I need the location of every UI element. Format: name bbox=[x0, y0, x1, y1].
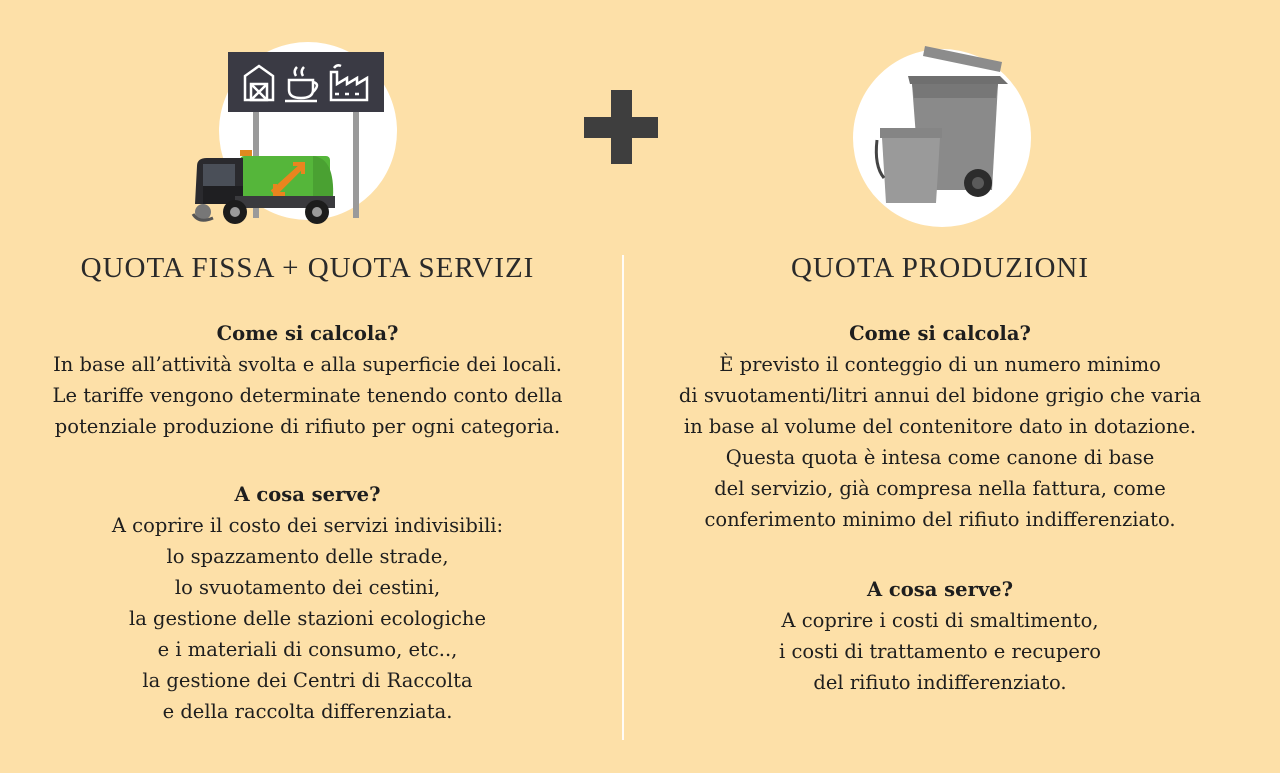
plus-icon bbox=[584, 90, 658, 164]
column-divider bbox=[622, 255, 624, 740]
waste-bins-illustration bbox=[850, 38, 1040, 228]
right-serve-line: i costi di trattamento e recupero bbox=[779, 640, 1101, 663]
left-calc-question: Come si calcola? bbox=[216, 322, 399, 345]
street-sweeper-illustration bbox=[185, 38, 415, 238]
left-serve-line: A coprire il costo dei servizi indivisibili: bbox=[111, 514, 504, 537]
right-calc-line: Questa quota è intesa come canone di base bbox=[725, 446, 1155, 469]
left-serve-line: lo spazzamento delle strade, bbox=[166, 545, 449, 568]
left-serve-line: e i materiali di consumo, etc.., bbox=[157, 638, 458, 661]
right-calc-line: conferimento minimo del rifiuto indifferenziato. bbox=[704, 508, 1176, 531]
right-calc-block bbox=[655, 318, 1225, 535]
left-serve-block bbox=[20, 479, 595, 727]
right-serve-line: A coprire i costi di smaltimento, bbox=[781, 609, 1099, 632]
left-calc-line: potenziale produzione di rifiuto per ogni categoria. bbox=[54, 415, 561, 438]
left-serve-line: e della raccolta differenziata. bbox=[162, 700, 453, 723]
left-serve-question: A cosa serve? bbox=[234, 483, 381, 506]
left-calc-line: In base all’attività svolta e alla superficie dei locali. bbox=[53, 353, 562, 376]
left-serve-line: la gestione dei Centri di Raccolta bbox=[142, 669, 473, 692]
left-section-title: QUOTA FISSA + QUOTA SERVIZI bbox=[80, 252, 535, 284]
left-serve-line: lo svuotamento dei cestini, bbox=[174, 576, 441, 599]
right-calc-line: in base al volume del contenitore dato in dotazione. bbox=[683, 415, 1197, 438]
right-calc-line: del servizio, già compresa nella fattura, come bbox=[714, 477, 1166, 500]
left-calc-line: Le tariffe vengono determinate tenendo conto della bbox=[52, 384, 563, 407]
left-serve-line: la gestione delle stazioni ecologiche bbox=[128, 607, 487, 630]
right-serve-question: A cosa serve? bbox=[866, 578, 1014, 601]
right-serve-block bbox=[655, 574, 1225, 698]
right-calc-question: Come si calcola? bbox=[849, 322, 1031, 345]
right-serve-line: del rifiuto indifferenziato. bbox=[813, 671, 1067, 694]
right-section-title: QUOTA PRODUZIONI bbox=[790, 252, 1090, 284]
left-calc-block bbox=[20, 318, 595, 442]
right-calc-line: È previsto il conteggio di un numero minimo bbox=[719, 353, 1161, 376]
right-calc-line: di svuotamenti/litri annui del bidone grigio che varia bbox=[678, 384, 1202, 407]
